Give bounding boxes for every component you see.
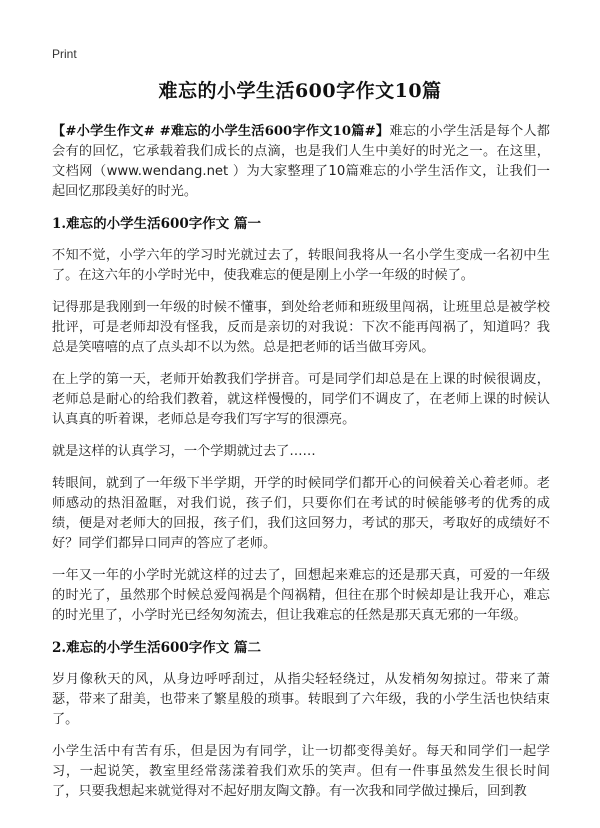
section-1-paragraph-4: 就是这样的认真学习，一个学期就过去了…… bbox=[52, 444, 316, 459]
section-1-paragraph-5: 转眼间，就到了一年级下半学期，开学的时候同学们都开心的问候着关心着老师。老师感动的热泪盈眶，对我们说，孩子们，只要你们在考试的时候能够考的优秀的成绩，便是对老师大的回报，孩子们，我们这回努力，考试的那天，考取好的成绩好不好？同学们都异口同声的答应了老师。 bbox=[52, 476, 550, 551]
page-title: 难忘的小学生活600字作文10篇 bbox=[158, 80, 442, 102]
intro-tag: 【#小学生作文# #难忘的小学生活600字作文10篇#】 bbox=[52, 124, 390, 139]
section-2-paragraph-1: 岁月像秋天的风，从身边呼呼刮过，从指尖轻轻绕过，从发梢匆匆掠过。带来了萧瑟，带来了甜美，也带来了繁星般的琐事。转眼到了六年级，我的小学生活也快结束了。 bbox=[52, 672, 550, 727]
section-heading-1: 1.难忘的小学生活600字作文 篇一 bbox=[52, 216, 261, 232]
section-1-paragraph-3: 在上学的第一天，老师开始教我们学拼音。可是同学们却总是在上课的时候很调皮，老师总是耐心的给我们教着，就这样慢慢的，同学们不调皮了，在老师上课的时候认认真真的听着课，老师总是夸我们写字写的很漂亮。 bbox=[52, 372, 550, 427]
section-heading-2: 2.难忘的小学生活600字作文 篇二 bbox=[52, 640, 261, 656]
section-2-paragraph-2: 小学生活中有苦有乐，但是因为有同学，让一切都变得美好。每天和同学们一起学习，一起说笑，教室里经常荡漾着我们欢乐的笑声。但有一件事虽然发生很长时间了，只要我想起来就觉得对不起好朋友陶文静。有一次我和同学做过操后，回到教 bbox=[52, 744, 550, 799]
intro-paragraph bbox=[52, 122, 550, 202]
intro-text: 难忘的小学生活是每个人都会有的回忆，它承载着我们成长的点滴，也是我们人生中美好的时光之一。在这里，文档网（www.wendang.net ）为大家整理了10篇难忘的小学生活作文，让我们一起回忆那段美好的时光。 bbox=[52, 124, 550, 199]
section-1-paragraph-2: 记得那是我刚到一年级的时候不懂事，到处给老师和班级里闯祸，让班里总是被学校批评，可是老师却没有怪我，反而是亲切的对我说：下次不能再闯祸了，知道吗？我总是笑嘻嘻的点了点头却不以为然。总是把老师的话当做耳旁风。 bbox=[52, 300, 550, 355]
print-link[interactable]: Print bbox=[52, 47, 77, 61]
section-1-paragraph-1: 不知不觉，小学六年的学习时光就过去了，转眼间我将从一名小学生变成一名初中生了。在这六年的小学时光中，使我难忘的便是刚上小学一年级的时候了。 bbox=[52, 248, 550, 283]
section-1-paragraph-6: 一年又一年的小学时光就这样的过去了，回想起来难忘的还是那天真，可爱的一年级的时光了，虽然那个时候总爱闯祸是个闯祸精，但往在那个时候却是让我开心，难忘的时光里了，小学时光已经匆匆流去，但让我难忘的任然是那天真无邪的一年级。 bbox=[52, 568, 550, 623]
article-body bbox=[52, 122, 550, 814]
